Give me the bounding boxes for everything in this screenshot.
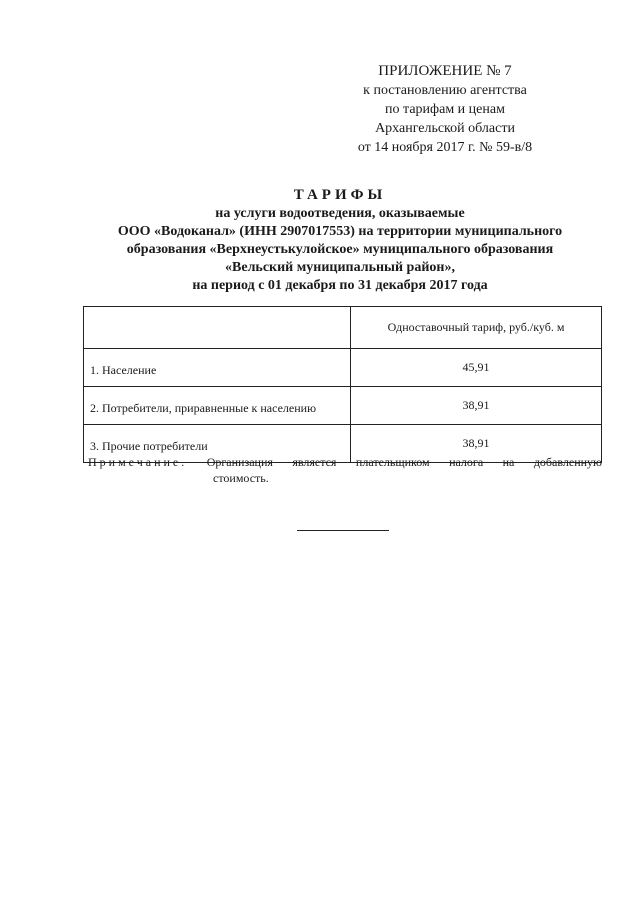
row-label: 2. Потребители, приравненные к населению — [84, 387, 351, 425]
row-value: 45,91 — [351, 349, 602, 387]
note-word: Организация — [206, 455, 273, 469]
heading-line-2: ООО «Водоканал» (ИНН 2907017553) на территории муниципального — [117, 224, 563, 239]
closing-divider — [297, 530, 389, 531]
note-word: налога — [449, 455, 484, 469]
row-value: 38,91 — [351, 425, 602, 463]
appendix-line-3: Архангельской области — [375, 121, 515, 136]
note-block — [88, 454, 602, 486]
table-row — [84, 387, 602, 425]
heading-line-5: на период с 01 декабря по 31 декабря 2017 года — [192, 278, 488, 293]
heading-line-4: «Вельский муниципальный район», — [225, 260, 455, 275]
row-label: 1. Население — [84, 349, 351, 387]
table-header-row — [84, 307, 602, 349]
table-header-tariff: Одноставочный тариф, руб./куб. м — [351, 307, 602, 349]
tariff-table — [83, 306, 602, 463]
appendix-header — [330, 62, 560, 157]
document-heading — [60, 186, 620, 295]
note-word: плательщиком — [355, 455, 430, 469]
note-word: добавленную — [533, 455, 602, 469]
appendix-line-2: по тарифам и ценам — [385, 102, 505, 117]
note-word: является — [292, 455, 337, 469]
note-label: Примечание. — [88, 455, 188, 469]
heading-line-3: образования «Верхнеустькулойское» муниципального образования — [126, 242, 554, 257]
table-row — [84, 349, 602, 387]
appendix-line-4: от 14 ноября 2017 г. № 59-в/8 — [357, 140, 533, 155]
table-header-category — [84, 307, 351, 349]
note-continuation: стоимость. — [213, 471, 269, 485]
appendix-line-1: к постановлению агентства — [363, 83, 527, 98]
row-value: 38,91 — [351, 387, 602, 425]
document-title: ТАРИФЫ — [293, 187, 387, 203]
heading-line-1: на услуги водоотведения, оказываемые — [215, 206, 465, 221]
note-word: на — [502, 455, 515, 469]
appendix-title: ПРИЛОЖЕНИЕ № 7 — [378, 63, 512, 79]
row-label: 3. Прочие потребители — [84, 425, 351, 463]
note-first-line — [88, 454, 602, 470]
